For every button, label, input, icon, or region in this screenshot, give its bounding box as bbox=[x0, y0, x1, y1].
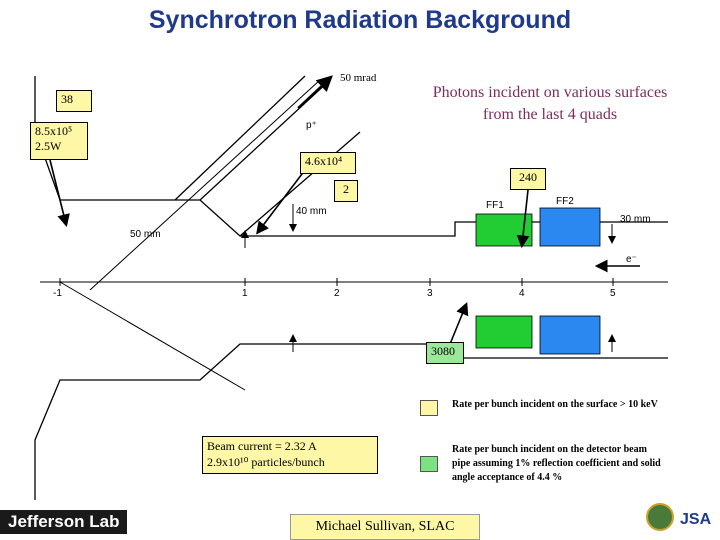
author-box: Michael Sullivan, SLAC bbox=[290, 514, 480, 540]
ff2-upper-magnet bbox=[540, 208, 600, 246]
positron-label: p⁺ bbox=[306, 120, 317, 131]
rate-8.5e5-value: 8.5x10⁵ bbox=[35, 124, 73, 138]
axis-tick-label: -1 bbox=[53, 288, 62, 299]
rate-3080-value: 3080 bbox=[431, 344, 455, 358]
legend-surface-text: Rate per bunch incident on the surface > 10 keV bbox=[452, 399, 658, 410]
axis-tick-label: 5 bbox=[610, 288, 616, 299]
axis-tick-label: 1 bbox=[242, 288, 248, 299]
beam-info-box bbox=[202, 436, 378, 474]
dim-30mm-label: 30 mm bbox=[620, 214, 651, 225]
ff2-lower-magnet bbox=[540, 316, 600, 354]
jefferson-lab-logo: Jefferson Lab bbox=[0, 510, 127, 534]
rate-2-value: 2 bbox=[343, 182, 349, 196]
beam-current: Beam current = 2.32 A bbox=[207, 439, 317, 453]
dim-50mm-label: 50 mm bbox=[130, 229, 161, 240]
rate-box-8.5e5 bbox=[30, 122, 88, 160]
outgoing-beam-arrow bbox=[298, 78, 330, 108]
pointer-3080 bbox=[450, 305, 466, 344]
axis-tick-label: 3 bbox=[427, 288, 433, 299]
angle-label: 50 mrad bbox=[340, 72, 377, 84]
slide-title: Synchrotron Radiation Background bbox=[148, 6, 572, 34]
outgoing-pipe-lower bbox=[200, 80, 330, 200]
rate-38-value: 38 bbox=[61, 92, 73, 106]
dim-40mm-label: 40 mm bbox=[296, 206, 327, 217]
jsa-logo-icon: JSA bbox=[680, 511, 712, 528]
rate-box-2 bbox=[334, 180, 358, 202]
axis-tick-label: 2 bbox=[334, 288, 340, 299]
sr-fan-line-2 bbox=[90, 80, 320, 290]
electron-label: e⁻ bbox=[626, 254, 637, 265]
particles-per-bunch: 2.9x10¹⁰ particles/bunch bbox=[207, 455, 325, 469]
sr-fan-line-1 bbox=[60, 282, 245, 390]
outgoing-pipe-upper bbox=[175, 76, 305, 200]
pointer-4.6e4 bbox=[258, 170, 305, 232]
ff1-lower-magnet bbox=[476, 316, 532, 348]
rate-4.6e4-value: 4.6x10⁴ bbox=[305, 154, 343, 168]
rate-240-value: 240 bbox=[519, 170, 537, 184]
ff1-label: FF1 bbox=[486, 200, 504, 211]
rate-box-38 bbox=[56, 90, 92, 112]
ff2-label: FF2 bbox=[556, 196, 574, 207]
axis-tick-label: 4 bbox=[519, 288, 525, 299]
rate-box-4.6e4 bbox=[300, 152, 356, 174]
rate-box-3080 bbox=[426, 342, 464, 364]
legend-surface-swatch bbox=[420, 400, 438, 416]
photon-note-text: Photons incident on various surfaces from the last 4 quads bbox=[432, 84, 668, 123]
pointer-8.5e5 bbox=[50, 160, 66, 224]
rate-box-240 bbox=[510, 168, 546, 190]
legend-detector-text: Rate per bunch incident on the detector beam pipe assuming 1% reflection coefficient and solid angle acceptance of 4.4 % bbox=[452, 444, 661, 483]
legend-detector-swatch bbox=[420, 456, 438, 472]
rate-power-value: 2.5W bbox=[35, 139, 62, 153]
